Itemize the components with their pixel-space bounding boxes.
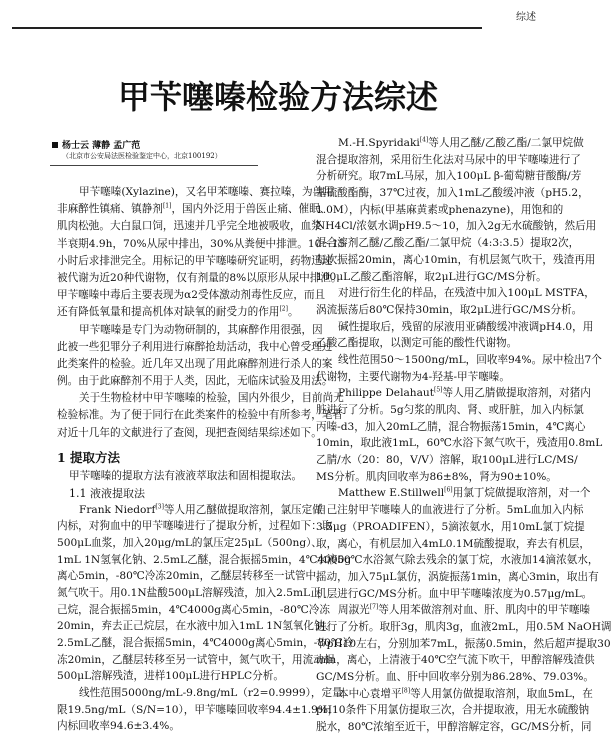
text-line: 线性范围5000ng/mL-9.8ng/mL（r2=0.9999），定量 [79,687,343,700]
text-line: 1.0M），内标(甲基麻黄素或phenazyne)，用饱和的 [316,203,564,216]
affiliation: （北京市公安局法医检验鉴定中心，北京100192） [62,152,222,160]
text-line: 检验标准。为了便于同行在此类案件的检验中有所参考，笔者 [57,409,344,422]
paragraph [57,390,344,442]
citation-ref: [3] [155,502,164,510]
text-line: 混合溶剂乙醚/乙酸乙酯/二氯甲烷（4:3:3.5）提取2次， [316,237,580,250]
header-rule [12,27,482,29]
text-line: 己烷，混合振摇5min，4℃4000g离心5min，-80℃冷冻 [57,603,330,616]
author-rule [50,165,258,166]
text-line: 肌肉松弛。大白鼠口饲，迅速并几乎完全地被吸收，血浆 [57,220,322,233]
text-line: 脱水，80℃浓缩至近干，甲醇溶解定容，GC/MS分析，同 [316,721,592,734]
text-line: 甲苄噻嗪的提取方法有液液萃取法和固相提取法。 [69,469,303,482]
text-line: 混合提取溶剂，采用衍生化法对马尿中的甲苄噻嗪进行了 [316,153,581,166]
text-line: GC/MS分析。血、肝中回收率分别为86.28%、79.03%。 [316,671,594,683]
paragraph [57,468,303,485]
text-line: 内标，对狗血中的甲苄噻嗪进行了提取分析，过程如下：取 [57,520,333,533]
section-label: 综述 [516,12,536,23]
author-names: 杨士云 薄静 孟广范 [62,141,141,151]
text-line: 20min，弃去正己烷层，在水液中加入1mL 1N氢氧化钠、 [57,620,336,633]
text-line: 乙腈/水（20：80，V/V）溶解，取100μL进行LC/MS/ [316,454,578,467]
text-line: 半衰期4.9h，70%从尿中排出，30%从粪便中排泄。10～15 [57,237,346,250]
text-line: 内标回收率94.6±3.4%。 [57,720,180,733]
paragraph [316,135,597,285]
text-line: 甲苄噻嗪(Xylazine)，又名甲苯噻嗪、赛拉嗪，为兽用 [79,186,334,198]
text-line: 还有降低氧量和提高机体对缺氧的耐受力的作用[2]。 [57,305,299,319]
text-line: 关于生物检材中甲苄噻嗪的检验，国内外很少，目前尚无 [79,392,344,405]
paragraph [316,285,595,318]
paragraph [316,686,593,736]
paragraph [57,502,354,686]
text-line: min，离心，上清液于40℃空气流下吹干，甲醇溶解残渣供 [316,654,595,667]
citation-ref: [1] [162,202,172,210]
text-line: 本中心袁增平[8]等人用氯仿做提取溶剂，取血5mL，在 [338,687,593,700]
paragraph [57,322,333,391]
text-line: 取，离心，有机层加入4mL0.1M硫酸提取，弃去有机层， [316,537,590,550]
text-line: Matthew E.Stillwell[6]用氯丁烷做提取溶剂，对一个 [338,486,591,500]
text-line: 基硫酸酯酶，37℃过夜，加入1mL乙酸缓冲液（pH5.2， [316,187,589,200]
text-line: 氮气吹干。用0.1N盐酸500μL溶解残渣，加入2.5mL正 [57,586,321,599]
paragraph [316,352,602,385]
bullet-square-icon [52,142,58,148]
text-line: 100μL乙酸乙酯溶解，取2μL进行GC/MS分析。 [316,270,547,283]
text-line: 对近十几年的文献进行了查阅，现把查阅结果综述如下。 [57,426,322,439]
text-line: 冻20min，乙醚层转移至另一试管中，氮气吹干，用流动相 [57,653,335,666]
text-line: 10min，取此液1mL，60℃水浴下氮气吹干，残渣用0.8mL [316,437,603,450]
citation-ref: [6] [444,486,453,494]
text-line: 1mL 1N氢氧化钠、2.5mL乙醚，混合振摇5min，4℃4000g [57,553,352,566]
text-line: Philippe Delahaut[5]等人用乙腈做提取溶剂，对猪内 [338,386,591,400]
text-line: 机层进行GC/MS分析。血中甲苄噻嗪浓度为0.57μg/mL。 [316,587,593,600]
text-line: pH10条件下用氯仿提取三次，合并提取液，用无水硫酸钠 [316,704,590,717]
left-column [57,184,354,735]
citation-ref: [7] [369,603,379,611]
text-line: 涡流振荡后80℃保持30min，取2μL进行GC/MS分析。 [316,303,583,316]
text-line: 分析研究。取7mL马尿，加入100μL β-葡萄糖苷酸酶/芳 [316,170,582,183]
text-line: 每次振摇20min，离心10min，有机层氮气吹干，残渣再用 [316,253,596,266]
text-line: 节pH10左右，分别加苯7mL，振荡0.5min，然后超声提取30 [316,637,611,650]
text-line: 500μL血浆，加入20μg/mL的氯压定25μL（500ng）、 [57,536,322,549]
text-line: MS分析。肌肉回收率为86±8%，肾为90±10%。 [316,470,557,483]
paragraph [316,319,594,352]
paragraph [316,602,612,685]
text-line: 周淑光[7]等人用苯做溶剂对血、肝、肌肉中的甲苄噻嗪 [338,603,591,617]
citation-ref: [2] [279,305,288,313]
text-line: M.-H.Spyridaki[4]等人用乙醚/乙酸乙酯/二氯甲烷做 [338,136,584,149]
text-line: 水液50℃水浴氮气除去残余的氯丁烷，水液加14滴浓氨水， [316,554,599,567]
text-line: 对进行衍生化的样品，在残渣中加入100μL MSTFA， [338,287,595,300]
text-line: 此被一些犯罪分子利用进行麻醉抢劫活动，我中心曾受理过 [57,340,333,353]
text-line: 甲苄噻嗪是专门为动物研制的，其麻醉作用很强，因 [79,323,323,336]
text-line: 2.5mL乙醚，混合振摇5min，4℃4000g离心5min，-80℃冷 [57,637,354,649]
paragraph [316,485,599,602]
section-heading: 1 提取方法 [57,449,121,465]
text-line: 乙酸乙酯提取，以测定可能的酸性代谢物。 [316,337,518,350]
text-line: 小时后求排泄完全。用标记的甲苄噻嗪研究证明，药物迅速 [57,254,333,267]
text-line: Frank Niedorf[3]等人用乙醚做提取溶剂，氯压定做 [79,502,323,516]
text-line: 线性范围50～1500ng/mL，回收率94%。尿中检出7个 [338,353,602,366]
text-line: 3.5μg（PROADIFEN），5滴浓氨水，用10mL氯丁烷提 [316,520,585,533]
citation-ref: [4] [419,136,429,144]
text-line: 代谢物，主要代谢物为4-羟基-甲苄噻嗪。 [316,370,510,383]
article-title: 甲苄噻嗪检验方法综述 [118,78,439,116]
citation-ref: [5] [434,386,443,394]
text-line: 丙嗪-d3，加入20mL乙腈，混合物振荡15min，4℃离心 [316,420,586,433]
text-line: 自己注射甲苄噻嗪人的血液进行了分析。5mL血加入内标 [316,504,584,517]
text-line: 非麻醉性镇痛、镇静剂[1]，国内外泛用于兽医止痛、催眠、 [57,202,331,216]
text-line: 限19.5ng/mL（S/N=10），甲苄噻嗪回收率94.4±1.9%， [57,703,339,716]
citation-ref: [8] [401,687,411,695]
text-line: 脏进行了分析。5g匀浆的肌肉、肾、或肝脏，加入内标氯 [316,404,584,416]
text-line: 500μL溶解残渣，进样100μL进行HPLC分析。 [57,670,284,683]
authors [52,138,140,151]
right-column [316,135,612,736]
text-line: 甲苄噻嗪中毒后主要表现为α2受体激动剂毒性反应，而且 [57,289,326,302]
text-line: 例。由于此麻醉剂不用于人类，因此，无临床试验及用法。 [57,375,333,388]
text-line: 碱性提取后，残留的尿液用亚磷酸缓冲液调pH4.0，用 [338,320,594,333]
paragraph [316,385,603,485]
paragraph [57,184,346,322]
text-line: 进行了分析。取肝3g，肌肉3g，血液2mL，用0.5M NaOH调 [316,620,612,633]
text-line: 离心5min，-80℃冷冻20min，乙醚层转移至一试管中， [57,570,327,583]
paragraph [57,685,343,735]
text-line: 此类案件的检验。近几年又出现了用此麻醉剂进行杀人的案 [57,357,333,370]
subsection-heading: 1.1 液液提取法 [69,486,145,500]
text-line: NH4Cl/浓氨水调pH9.5～10，加入2g无水硫酸钠，然后用 [316,220,597,233]
text-line: 被代谢为近20种代谢物，仅有剂量的8%以原形从尿中排泄。 [57,271,342,284]
text-line: 摇动，加入75μL氯仿，涡旋振荡1min，离心3min，取出有 [316,570,599,583]
